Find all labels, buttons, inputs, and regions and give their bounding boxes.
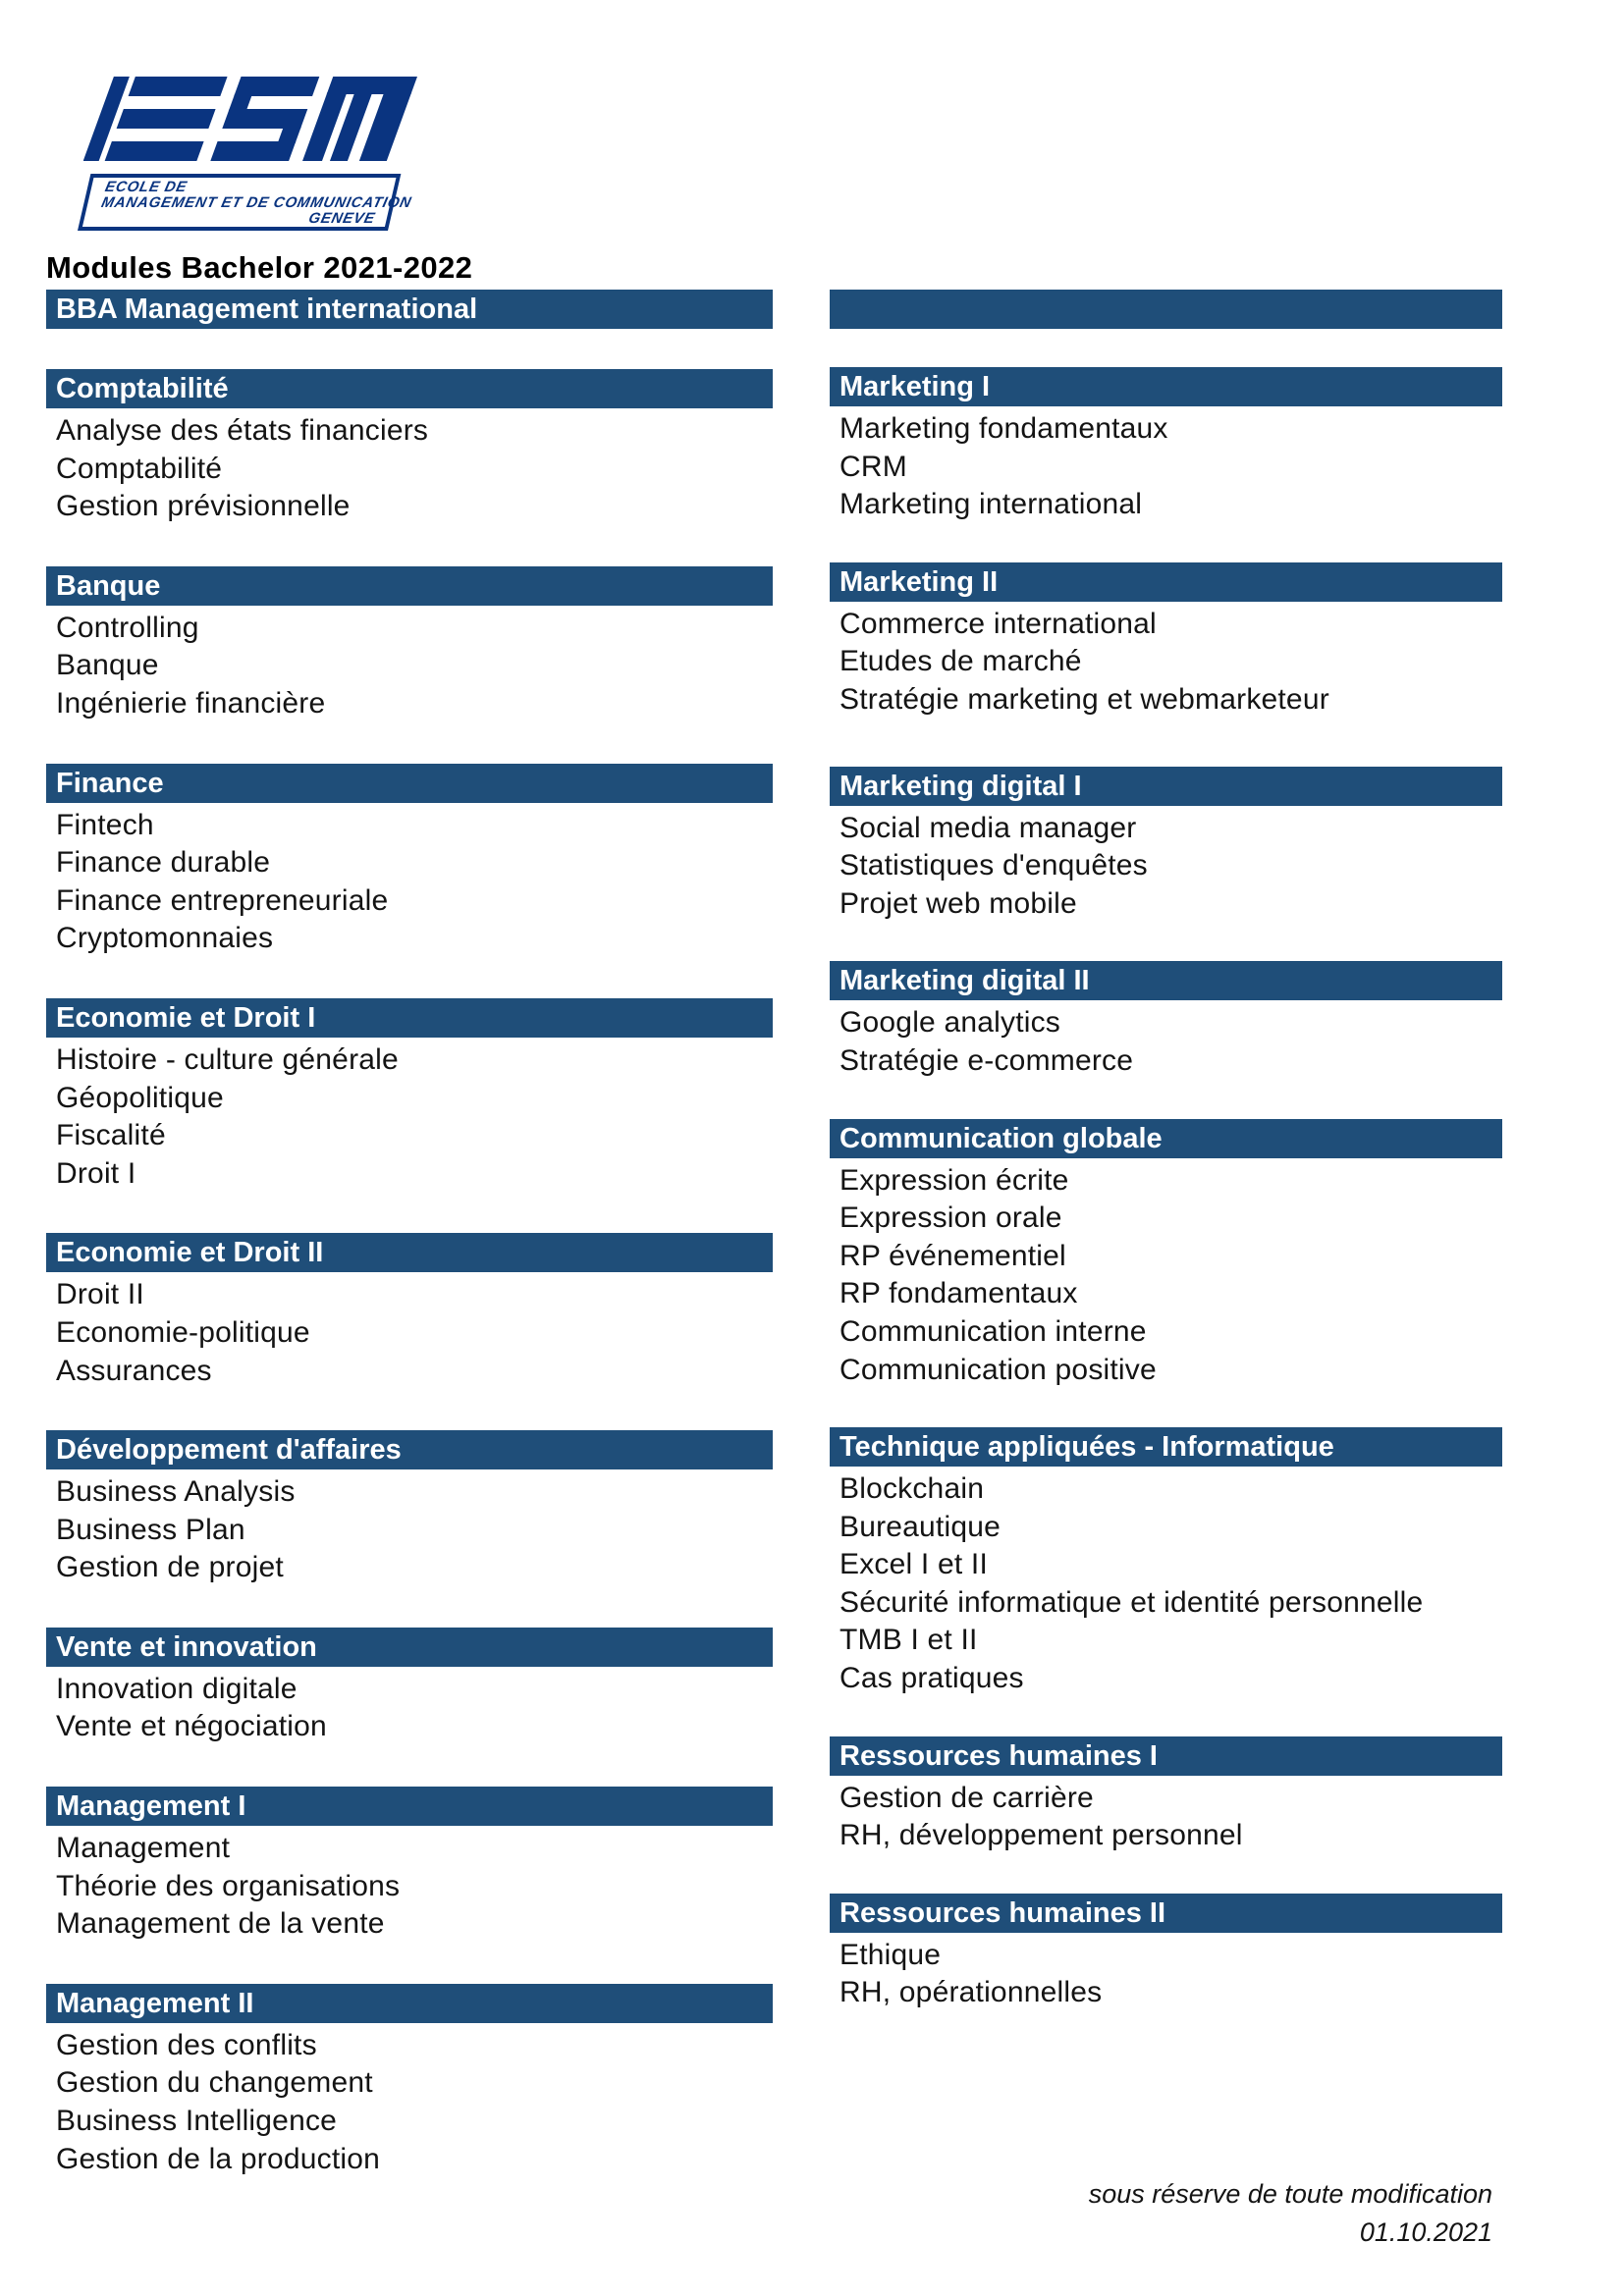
course-item: Vente et négociation [56, 1710, 327, 1743]
module-section [830, 290, 1502, 329]
course-item: Fiscalité [56, 1119, 166, 1152]
section-header-bar [830, 1894, 1502, 1933]
section-header-bar [830, 1119, 1502, 1158]
module-section [830, 1119, 1502, 1390]
course-item: Cryptomonnaies [56, 922, 274, 955]
logo-line-management: MANAGEMENT ET DE COMMUNICATION [99, 194, 413, 211]
course-item: Droit I [56, 1156, 136, 1190]
course-item: Ingénierie financière [56, 686, 326, 720]
course-item: Marketing international [839, 488, 1143, 521]
course-item: Statistiques d'enquêtes [839, 849, 1148, 882]
course-list [830, 606, 1502, 720]
section-title: Développement d'affaires [56, 1434, 402, 1467]
course-item: TMB I et II [839, 1624, 978, 1657]
course-item: Business Plan [56, 1513, 245, 1546]
right-column [830, 290, 1502, 2051]
section-title: Comptabilité [56, 373, 229, 404]
section-title: Finance [56, 767, 164, 799]
section-header-bar [46, 1233, 773, 1272]
section-header-bar [46, 369, 773, 408]
section-title: Ressources humaines II [839, 1896, 1166, 1929]
module-section [46, 998, 773, 1193]
section-title: Banque [56, 569, 161, 602]
course-item: Bureautique [839, 1510, 1001, 1543]
course-item: Finance entrepreneuriale [56, 883, 389, 917]
course-item: Excel I et II [839, 1548, 988, 1581]
module-section [830, 961, 1502, 1080]
module-section [46, 369, 773, 526]
course-item: Gestion de projet [56, 1551, 284, 1584]
left-column [46, 290, 773, 2218]
course-list [46, 1671, 773, 1746]
course-list [830, 1004, 1502, 1080]
section-title: Management II [56, 1987, 254, 2019]
course-item: Gestion de la production [56, 2142, 381, 2175]
course-item: Expression orale [839, 1201, 1062, 1235]
course-item: Business Analysis [56, 1475, 296, 1509]
course-item: Innovation digitale [56, 1672, 298, 1705]
course-item: Gestion prévisionnelle [56, 490, 351, 523]
course-item: RH, opérationnelles [839, 1976, 1103, 2009]
course-list [46, 1830, 773, 1944]
module-section [46, 1430, 773, 1587]
course-item: Banque [56, 649, 159, 682]
module-section [830, 1736, 1502, 1855]
course-item: RH, développement personnel [839, 1819, 1243, 1852]
course-item: Expression écrite [839, 1163, 1069, 1197]
section-header-bar [46, 1787, 773, 1826]
course-item: Gestion de carrière [839, 1781, 1094, 1814]
course-list [46, 1041, 773, 1193]
section-header-bar [830, 1427, 1502, 1467]
course-item: Commerce international [839, 607, 1157, 640]
course-item: RP événementiel [839, 1239, 1066, 1272]
section-title: Vente et innovation [56, 1630, 317, 1663]
course-item: CRM [839, 450, 907, 483]
section-header-bar [46, 1430, 773, 1469]
section-header-bar [830, 767, 1502, 806]
course-list [46, 2027, 773, 2178]
esm-logo-letters-icon [83, 77, 417, 161]
page-title: Modules Bachelor 2021-2022 [46, 250, 473, 285]
footer-date: 01.10.2021 [1359, 2217, 1492, 2247]
course-item: Social media manager [839, 811, 1137, 844]
course-item: Marketing fondamentaux [839, 412, 1168, 445]
course-list [830, 810, 1502, 924]
section-header-bar [830, 961, 1502, 1000]
course-item: Sécurité informatique et identité personnelle [839, 1585, 1424, 1619]
section-header-bar [46, 1628, 773, 1667]
course-item: Gestion du changement [56, 2066, 373, 2100]
course-item: Gestion des conflits [56, 2028, 317, 2061]
module-section [830, 562, 1502, 720]
section-header-bar [46, 290, 773, 329]
course-list [830, 1780, 1502, 1855]
course-item: Stratégie marketing et webmarketeur [839, 682, 1329, 716]
course-list [46, 610, 773, 723]
course-item: Finance durable [56, 846, 271, 880]
section-title: Marketing digital I [839, 770, 1082, 802]
course-item: Management de la vente [56, 1907, 385, 1941]
course-item: Economie-politique [56, 1315, 310, 1349]
course-item: Business Intelligence [56, 2105, 338, 2138]
course-item: Géopolitique [56, 1081, 224, 1114]
course-list [46, 1473, 773, 1587]
module-section [46, 1787, 773, 1944]
course-item: Management [56, 1832, 231, 1865]
section-title: Economie et Droit I [56, 1001, 316, 1034]
section-title: Marketing digital II [839, 965, 1090, 997]
section-title: Communication globale [839, 1122, 1163, 1154]
course-list [830, 410, 1502, 524]
course-item: Communication interne [839, 1314, 1147, 1348]
section-title: Ressources humaines I [839, 1739, 1158, 1772]
module-section [46, 290, 773, 329]
esm-logo-text-box [78, 174, 413, 231]
course-item: Controlling [56, 611, 199, 644]
course-list [46, 412, 773, 526]
course-item: Analyse des états financiers [56, 414, 429, 447]
module-section [830, 1427, 1502, 1698]
section-title: Marketing I [839, 371, 991, 402]
module-section [46, 1233, 773, 1390]
course-list [830, 1162, 1502, 1390]
section-title: Economie et Droit II [56, 1237, 324, 1269]
course-item: Droit II [56, 1278, 144, 1311]
course-item: Projet web mobile [839, 886, 1077, 920]
section-header-bar [46, 566, 773, 606]
footer-note: sous réserve de toute modification [1088, 2179, 1492, 2209]
esm-logo [83, 77, 437, 234]
course-list [830, 1937, 1502, 2012]
logo-line-ecole: ECOLE DE [103, 179, 189, 195]
section-header-bar [830, 1736, 1502, 1776]
course-item: Cas pratiques [839, 1662, 1024, 1695]
course-item: Assurances [56, 1354, 212, 1387]
module-section [46, 566, 773, 723]
section-title: Technique appliquées - Informatique [839, 1431, 1334, 1464]
section-header-bar [46, 1984, 773, 2023]
course-item: Stratégie e-commerce [839, 1043, 1134, 1077]
course-item: Ethique [839, 1938, 942, 1971]
section-header-bar [46, 998, 773, 1038]
module-section [830, 767, 1502, 924]
module-section [46, 764, 773, 958]
course-list [46, 807, 773, 958]
course-list [46, 1276, 773, 1390]
section-header-bar [830, 367, 1502, 406]
empty-header-bar [830, 290, 1502, 329]
course-item: Etudes de marché [839, 645, 1082, 678]
module-section [46, 1628, 773, 1746]
module-section [46, 1984, 773, 2178]
course-list [830, 1470, 1502, 1698]
course-item: Comptabilité [56, 452, 223, 485]
module-section [830, 1894, 1502, 2012]
course-item: Histoire - culture générale [56, 1042, 399, 1076]
section-header-bar [46, 764, 773, 803]
course-item: Google analytics [839, 1006, 1060, 1040]
logo-line-geneve: GENEVE [306, 210, 377, 227]
section-title: BBA Management international [56, 294, 478, 325]
section-title: Marketing II [839, 565, 999, 598]
page-footer [1089, 2175, 1492, 2252]
section-title: Management I [56, 1790, 246, 1823]
course-item: RP fondamentaux [839, 1277, 1078, 1310]
section-header-bar [830, 562, 1502, 602]
course-item: Fintech [56, 808, 154, 841]
course-item: Communication positive [839, 1353, 1157, 1386]
course-item: Théorie des organisations [56, 1869, 401, 1902]
module-section [830, 367, 1502, 524]
course-item: Blockchain [839, 1472, 985, 1506]
